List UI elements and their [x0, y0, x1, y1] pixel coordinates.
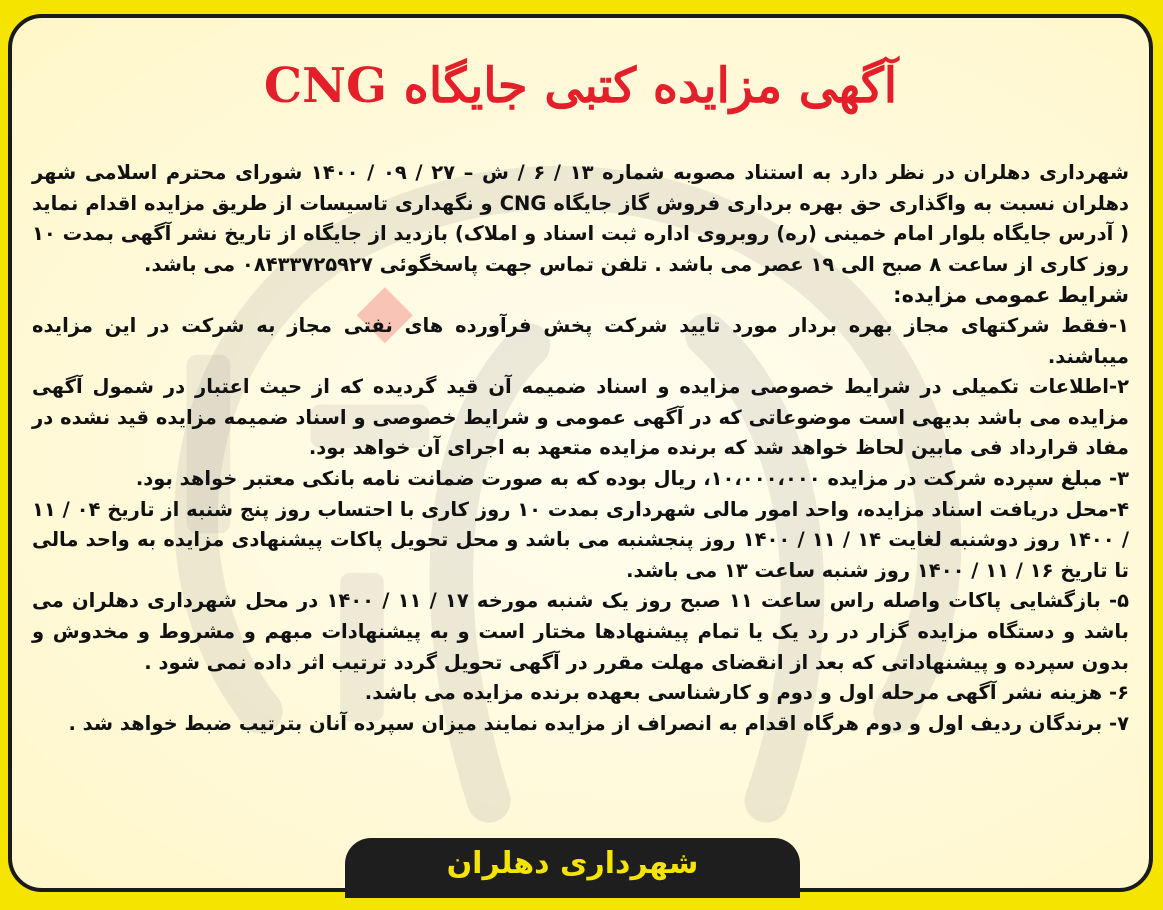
notice-body: [32, 158, 1129, 739]
condition-text: مبلغ سپرده شرکت در مزایده ۱۰،۰۰۰،۰۰۰، ریال بوده که به صورت ضمانت نامه بانکی معتبر خواهد بود.: [135, 466, 1109, 490]
condition-text: برندگان ردیف اول و دوم هرگاه اقدام به انصراف از مزایده نمایند میزان سپرده آنان بترتیب ضبط خواهد شد .: [68, 711, 1109, 735]
condition-number: ۱-: [1109, 313, 1129, 337]
condition-text: بازگشایی پاکات واصله راس ساعت ۱۱ صبح روز یک شنبه مورخه ۱۷ / ۱۱ / ۱۴۰۰ در محل شهرداری دهلران می باشد و دستگاه مزایده گزار در رد یک یا تمام پیشنهادها مختار است و به پیشنهادات مبهم و مشروط و مخدوش و بدون سپرده و پیشنهاداتی که بعد از انقضای مهلت مقرر در آگهی تحویل گردد ترتیب اثر داده نمی شود .: [32, 589, 1129, 674]
condition-number: ۴-: [1109, 497, 1130, 521]
intro-lead: شهرداری دهلران در نظر دارد: [839, 161, 1130, 184]
condition-number: ۳-: [1109, 466, 1129, 490]
condition-number: ۵-: [1108, 589, 1129, 613]
condition-number: ۲-: [1109, 375, 1129, 399]
condition-text: فقط شرکتهای مجاز بهره بردار مورد تایید شرکت پخش فرآورده های نفتی مجاز به شرکت در این مزایده میباشند.: [32, 313, 1129, 368]
condition-text: هزینه نشر آگهی مرحله اول و دوم و کارشناسی بعهده برنده مزایده می باشد.: [364, 681, 1109, 705]
condition-item-7: [32, 709, 1129, 740]
conditions-heading: شرایط عمومی مزایده:: [893, 283, 1129, 308]
condition-item-3: [32, 464, 1129, 495]
condition-item-1: [32, 311, 1129, 372]
page-title: آگهی مزایده کتبی جایگاه CNG: [263, 58, 898, 114]
condition-item-6: [32, 678, 1129, 709]
condition-text: محل دریافت اسناد مزایده، واحد امور مالی شهرداری بمدت ۱۰ روز کاری با احتساب روز پنج شنبه از تاریخ ۰۴ / ۱۱ / ۱۴۰۰ روز دوشنبه لغایت ۱۴ / ۱۱ / ۱۴۰۰ روز پنجشنبه می باشد و محل تحویل پاکات پیشنهادی مزایده به واحد مالی تا تاریخ ۱۶ / ۱۱ / ۱۴۰۰ روز شنبه ساعت ۱۳ می باشد.: [32, 497, 1129, 582]
condition-item-2: [32, 372, 1129, 464]
condition-number: ۷-: [1109, 711, 1129, 735]
notice-frame: [8, 14, 1153, 892]
condition-text: اطلاعات تکمیلی در شرایط خصوصی مزایده و اسناد ضمیمه آن قید گردیده که از حیث اعتبار در شمول آگهی مزایده می باشد بدیهی است موضوعاتی که در آگهی عمومی و شرایط خصوصی و اسناد ضمیمه مزایده قید نشده در مفاد قرارداد فی مابین لحاظ خواهد شد که برنده مزایده متعهد به اجرای آن خواهد بود.: [32, 375, 1129, 460]
footer-banner: [345, 838, 800, 898]
footer-organization-name: شهرداری دهلران: [446, 846, 699, 881]
condition-number: ۶-: [1109, 681, 1129, 705]
intro-paragraph: [32, 158, 1129, 280]
intro-text: به استناد مصوبه شماره ۱۳ / ۶ / ش – ۲۷ / ۰۹ / ۱۴۰۰ شورای محترم اسلامی شهر دهلران نسبت به واگذاری حق بهره برداری فروش گاز جایگاه CNG و نگهداری تاسیسات از طریق مزایده اقدام نماید ( آدرس جایگاه بلوار امام خمینی (ره) روبروی اداره ثبت اسناد و املاک) بازدید از جایگاه از تاریخ نشر آگهی بمدت ۱۰ روز کاری از ساعت ۸ صبح الی ۱۹ عصر می باشد . تلفن تماس جهت پاسخگوئی ۰۸۴۳۳۷۲۵۹۲۷ می باشد.: [32, 161, 1129, 276]
condition-item-5: [32, 586, 1129, 678]
condition-item-4: [32, 495, 1129, 587]
